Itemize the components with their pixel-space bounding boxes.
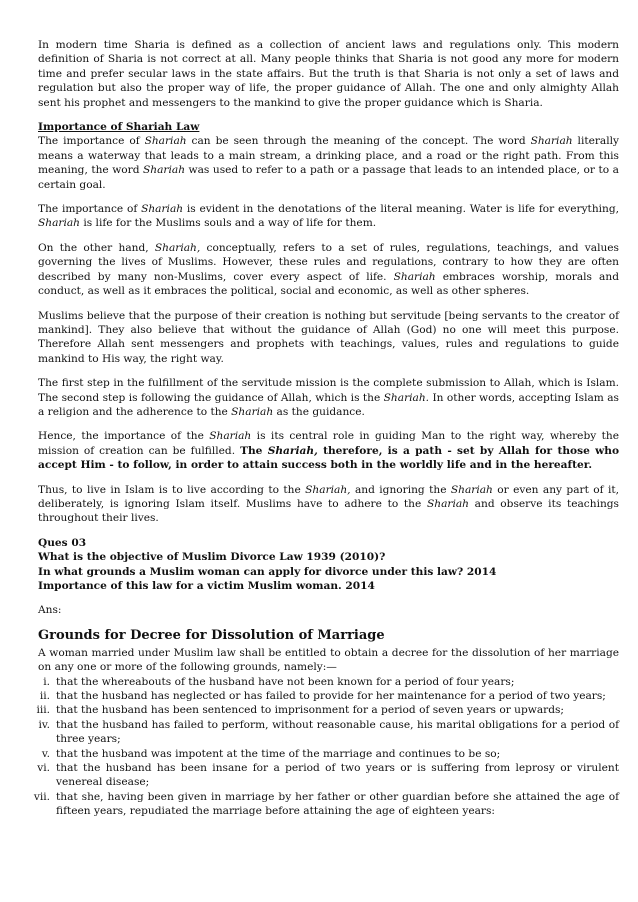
list-item: vi. that the husband has been insane for a period of two years or is suffering from leprosy or virulent venereal disease; [37,762,619,789]
grounds-list [33,675,619,819]
meaning-paragraph: The importance of Shariah can be seen through the meaning of the concept. The word Shariah literally means a waterway that leads to a main stream, a drinking place, and a road or the right path. From this meaning, the word Shariah was used to refer to a path or a passage that leads to an intended place, or to a certain goal. [38,135,619,191]
question-line-1: What is the objective of Muslim Divorce Law 1939 (2010)? [38,551,386,564]
servitude-paragraph: Muslims believe that the purpose of their creation is nothing but servitude [being servants to the creator of mankind]. They also believe that without the guidance of Allah (God) no one will meet this purpose. Therefore Allah sent messengers and prophets with teachings, values, rules and regulations to guide mankind to His way, the right way. [38,309,619,365]
list-item: i. that the whereabouts of the husband have not been known for a period of four years; [43,675,515,688]
question-label: Ques 03 [38,536,87,549]
importance-heading: Importance of Shariah Law [38,121,200,134]
grounds-title: Grounds for Decree for Dissolution of Marriage [38,627,385,643]
hence-paragraph: Hence, the importance of the Shariah is its central role in guiding Man to the right way, whereby the mission of creation can be fulfilled. The Shariah, therefore, is a path - set by Allah for those who accept Him - to follow, in order to attain success both in the worldly life and in the hereafter. [38,430,620,472]
question-line-2: In what grounds a Muslim woman can apply for divorce under this law? 2014 [38,565,497,578]
question-line-3: Importance of this law for a victim Muslim woman. 2014 [38,580,375,592]
list-item: iii. that the husband has been sentenced to imprisonment for a period of seven years or upwards; [36,704,564,717]
intro-paragraph: In modern time Sharia is defined as a collection of ancient laws and regulations only. This modern definition of Sharia is not correct at all. Many people thinks that Sharia is not good any more for modern time and prefer secular laws in the state affairs. But the truth is that Sharia is not only a set of laws and regulation but also the proper way of life, the proper guidance of Allah. The one and only almighty Allah sent his prophet and messengers to the mankind to give the proper guidance which is Sharia. [38,39,619,109]
question-block [38,536,619,594]
list-item: v. that the husband was impotent at the time of the marriage and continues to be so; [41,747,501,760]
first-step-paragraph: The first step in the fulfillment of the servitude mission is the complete submission to Allah, which is Islam. The second step is following the guidance of Allah, which is the Shariah. In other words, accepting Islam as a religion and the adherence to the Shariah as the guidance. [38,377,619,418]
grounds-intro: A woman married under Muslim law shall be entitled to obtain a decree for the dissolution of her marriage on any one or more of the following grounds, namely:— [38,646,619,674]
list-item: ii. that the husband has neglected or has failed to provide for her maintenance for a period of two years; [39,690,606,703]
answer-label: Ans: [38,604,62,617]
list-item: vii. that she, having been given in marriage by her father or other guardian before she attained the age of fifteen years, repudiated the marriage before attaining the age of eighteen years: [33,790,619,818]
list-item: iv. that the husband has failed to perform, without reasonable cause, his marital obligations for a period of three years; [38,718,619,746]
evident-paragraph: The importance of Shariah is evident in the denotations of the literal meaning. Water is life for everything, Shariah is life for the Muslims souls and a way of life for them. [38,203,619,230]
conceptual-paragraph: On the other hand, Shariah, conceptually, refers to a set of rules, regulations, teachings, and values governing the lives of Muslims. However, these rules and regulations, contrary to how they are often described by many non-Muslims, cover every aspect of life. Shariah embraces worship, morals and conduct, as well as it embraces the political, social and economic, as well as other spheres. [38,241,619,298]
thus-paragraph: Thus, to live in Islam is to live according to the Shariah, and ignoring the Shariah or even any part of it, deliberately, is ignoring Islam itself. Muslims have to adhere to the Shariah and observe its teachings throughout their lives. [38,483,619,525]
